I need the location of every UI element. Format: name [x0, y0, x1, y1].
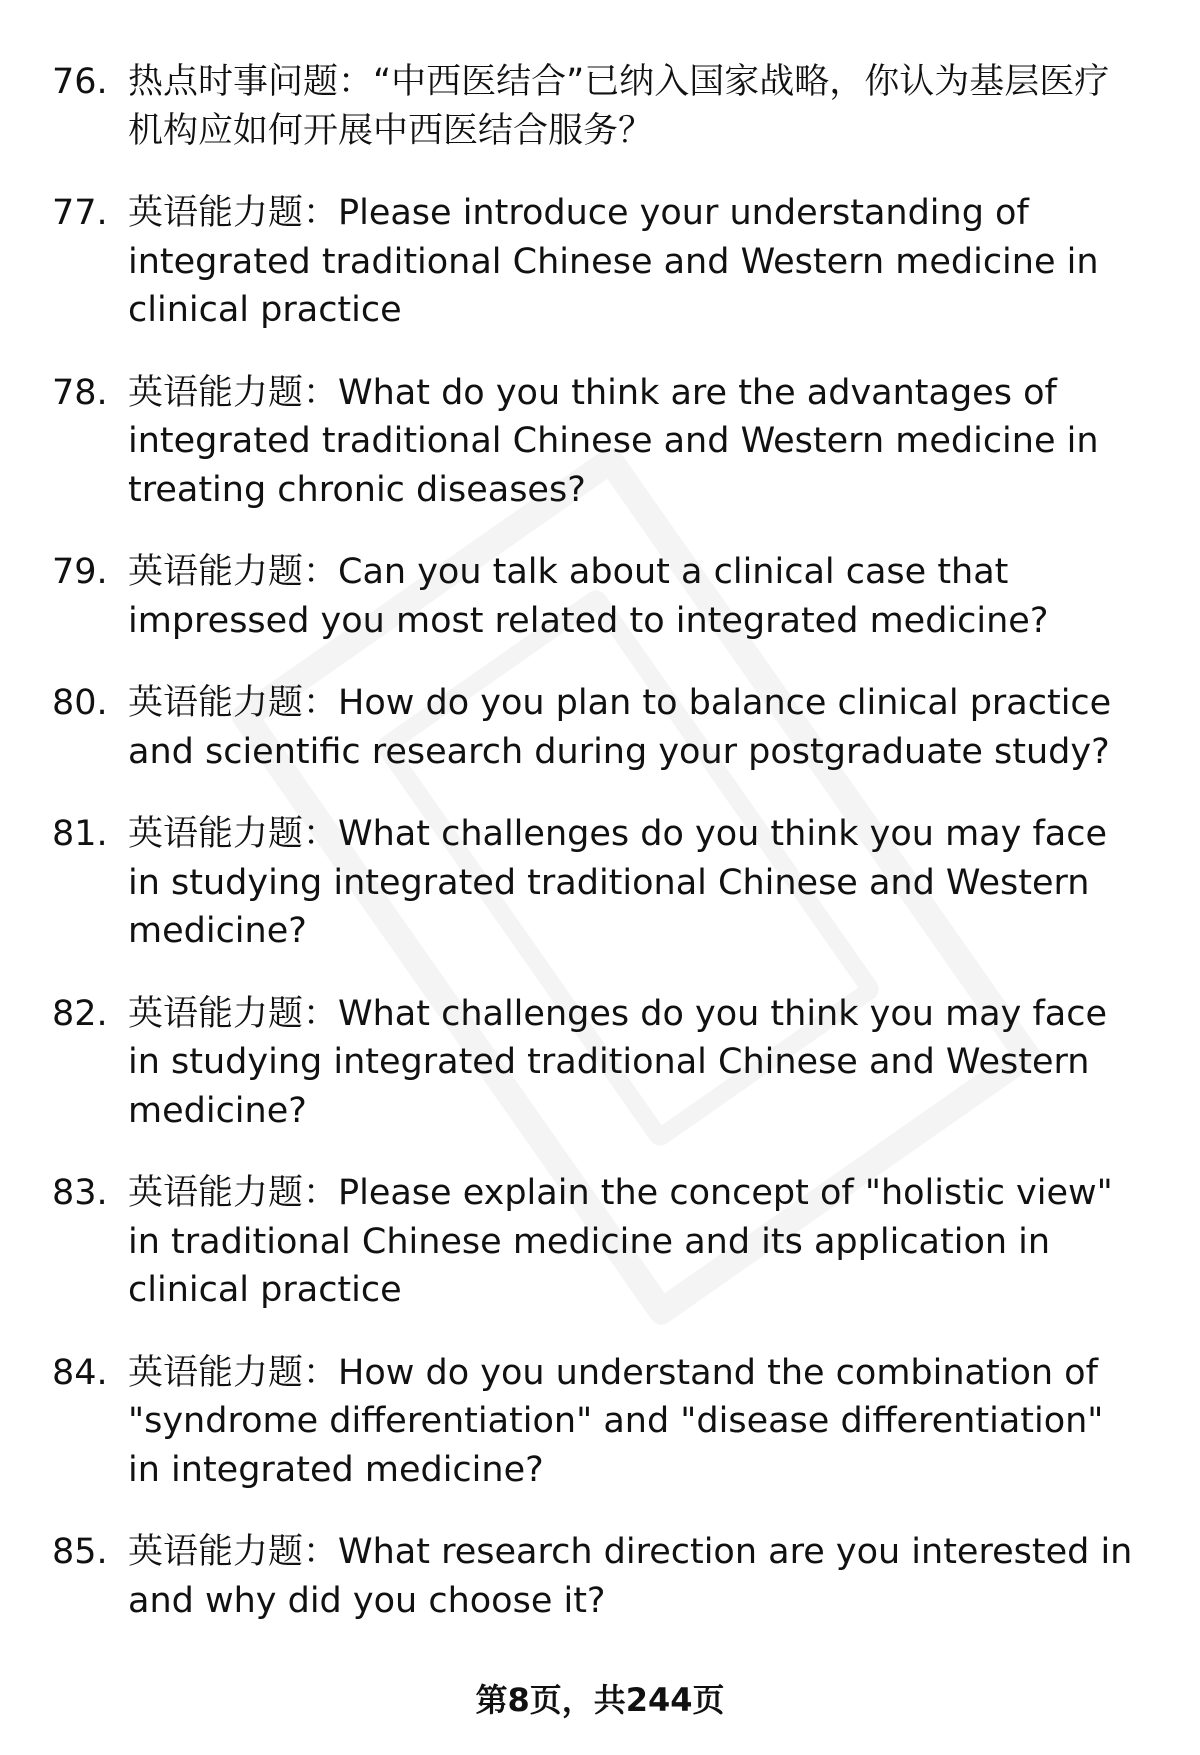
question-text: 英语能力题：What challenges do you think you may face in studying integrated traditional Chinese and Western medicine? — [128, 814, 1107, 951]
question-number: 80. — [52, 683, 108, 723]
question-item — [0, 1349, 1200, 1495]
question-item — [0, 810, 1200, 956]
page-footer: 第8页，共244页 — [475, 1681, 725, 1719]
question-item — [0, 548, 1200, 645]
question-number: 78. — [52, 372, 108, 413]
question-number: 82. — [52, 993, 108, 1034]
question-text: 英语能力题：Can you talk about a clinical case that impressed you most related to integrated medicine? — [128, 552, 1049, 641]
question-number: 81. — [52, 814, 108, 854]
question-item — [0, 189, 1200, 335]
question-number: 84. — [52, 1352, 108, 1393]
question-text: 英语能力题：How do you understand the combination of "syndrome differentiation" and "disease differentiation" in integrated medicine? — [128, 1352, 1104, 1490]
question-number: 79. — [52, 552, 108, 592]
question-text: 英语能力题：What research direction are you interested in and why did you choose it? — [128, 1532, 1133, 1621]
question-number: 76. — [52, 62, 108, 102]
question-text: 英语能力题：Please explain the concept of "holistic view" in traditional Chinese medicine and its application in clinical practice — [128, 1173, 1113, 1310]
question-number: 83. — [52, 1173, 108, 1213]
question-text: 英语能力题：What do you think are the advantages of integrated traditional Chinese and Western medicine in treating chronic diseases? — [128, 372, 1099, 510]
question-number: 85. — [52, 1532, 108, 1572]
question-item — [0, 58, 1200, 155]
question-text: 英语能力题：Please introduce your understanding of integrated traditional Chinese and Western medicine in clinical practice — [128, 193, 1099, 330]
question-item — [0, 369, 1200, 515]
question-list — [0, 58, 1200, 1659]
question-item — [0, 1528, 1200, 1625]
question-item — [0, 1169, 1200, 1315]
question-text: 英语能力题：What challenges do you think you may face in studying integrated traditional Chinese and Western medicine? — [128, 993, 1107, 1131]
question-text: 英语能力题：How do you plan to balance clinical practice and scientific research during your postgraduate study? — [128, 683, 1112, 772]
question-text: 热点时事问题：“中西医结合”已纳入国家战略，你认为基层医疗机构应如何开展中西医结合服务？ — [128, 62, 1110, 151]
question-item — [0, 679, 1200, 776]
question-item — [0, 990, 1200, 1136]
question-number: 77. — [52, 193, 108, 233]
